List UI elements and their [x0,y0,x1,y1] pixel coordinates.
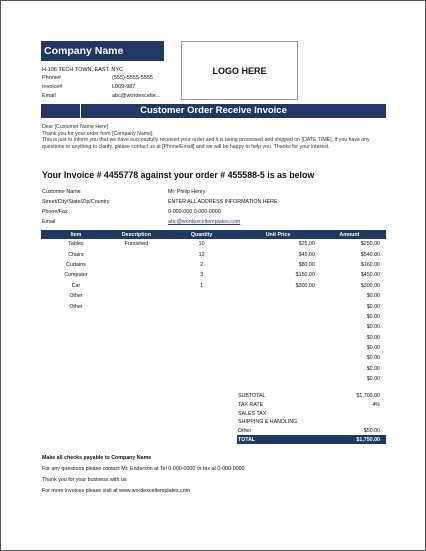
cell-unit-price [241,322,319,332]
table-row [41,260,386,270]
cell-unit-price [241,312,319,322]
cell-amount: $0.00 [366,334,380,341]
cell-unit-price [241,301,319,311]
company-invoice-row [42,84,136,90]
table-row [41,270,386,280]
title-bar-left-cell [41,104,81,118]
sales-tax-value [337,409,386,418]
totals-table [237,392,386,444]
cell-quantity [162,374,241,384]
cell-quantity [162,343,241,353]
cell-amount: $250.00 [360,241,380,248]
customer-phone-value: 0-000-000 0-000-0000 [168,209,221,215]
cell-amount: $0.00 [366,293,380,300]
company-address: H-106 TECH TOWN, EAST. NYC [42,67,123,73]
company-invoice-value: L009-987 [112,84,136,90]
invoice-headline: Your Invoice # 4455778 against your order # 455588-5 is as below [42,170,315,180]
table-row [41,249,386,259]
table-row [41,374,386,384]
cell-amount: $0.00 [366,355,380,362]
cell-description [111,260,162,270]
table-row [41,301,386,311]
cell-description [111,281,162,291]
cell-quantity: 12 [198,251,205,258]
customer-phone-label: Phone/Fax [42,209,68,215]
cell-description [111,249,162,259]
cell-description [111,364,162,374]
cell-quantity: 2 [200,261,204,268]
cell-unit-price: $45.00 [298,251,315,258]
cell-item [41,333,111,343]
more-invoices-note: For more invoices please visit at www.wordexceltemplates.com [42,488,191,494]
customer-name-row [42,189,206,195]
cell-item [41,343,111,353]
subtotal-row [237,392,386,401]
cell-amount: $0.00 [366,365,380,372]
table-row [41,364,386,374]
items-header-row [41,230,386,239]
cell-unit-price [241,364,319,374]
cell-description [111,343,162,353]
cell-item [41,353,111,363]
checks-payable-note: Make all checks payable to Company Name [42,455,152,461]
tax-rate-value: 4% [372,402,380,409]
cell-unit-price: $80.00 [298,261,315,268]
table-row [41,312,386,322]
customer-email-label: Email [42,219,56,225]
cell-amount: $160.00 [360,261,380,268]
cell-quantity [162,353,241,363]
cell-item: Computer [64,272,88,279]
salutation: Dear [Customer Name Here] [42,124,109,130]
thanks-note: Thank you for your business with us [42,477,127,483]
customer-name-value: Mr. Philip Henry [168,189,206,195]
cell-amount: $0.00 [366,345,380,352]
contact-note: For any questions please contact Mr. Enderson at Tel 0-000-0000 or fax at 0-000-0000 [42,466,245,472]
cell-amount: $0.00 [366,324,380,331]
cell-item: Curtains [66,261,86,268]
cell-description [111,301,162,311]
cell-quantity [162,312,241,322]
customer-name-label: Customer Name [42,189,81,195]
customer-address-value: ENTER ALL ADDRESS INFORMATION HERE [168,199,278,205]
header-item: Item [41,230,111,239]
logo-placeholder [181,41,298,100]
cell-amount: $300.00 [360,282,380,289]
cell-quantity [162,301,241,311]
company-phone-row [42,75,153,81]
cell-unit-price [241,353,319,363]
customer-phone-row [42,209,221,215]
header-amount: Amount [319,230,386,239]
customer-address-label: Street/City/State/Zip/Country [42,199,110,205]
shipping-value [337,418,386,427]
cell-description [111,322,162,332]
cell-quantity: 1 [200,282,204,289]
cell-item [41,312,111,322]
cell-unit-price: $300.00 [295,282,315,289]
cell-unit-price [241,333,319,343]
header-quantity: Quantity [162,230,241,239]
cell-unit-price: $25.00 [298,241,315,248]
cell-item: Other [69,293,83,300]
cell-item [41,364,111,374]
invoice-title-bar [41,104,386,118]
tax-rate-row [237,401,386,410]
subtotal-value: $1,700.00 [356,393,380,400]
cell-description [111,353,162,363]
company-name: Company Name [41,41,164,61]
company-invoice-label: Invoice# [42,84,63,90]
cell-amount: $0.00 [366,376,380,383]
shipping-label: SHIPPING & HANDLING [238,419,298,426]
company-phone-label: Phone# [42,75,61,81]
cell-quantity [162,364,241,374]
other-value: $50.00 [363,428,380,435]
cell-item [41,374,111,384]
cell-description [111,291,162,301]
cell-amount: $0.00 [366,313,380,320]
customer-email-link[interactable]: abc@wordexceltemplates.com [168,219,241,225]
cell-quantity [162,291,241,301]
logo-text: LOGO HERE [212,65,267,76]
intro-line-2: This is just to inform you that we have successfully received your order and it is being processed and shipped on [DATE TIME]. If you have any questions or anything to clarify, please contact us at [Phone/Email] and we will be happy to help you. Thanks for your interest. [42,137,370,150]
cell-item: Car [71,282,81,289]
table-row [41,281,386,291]
other-row [237,427,386,436]
cell-description [111,270,162,280]
header-description: Description [111,230,162,239]
table-row [41,291,386,301]
cell-amount: $0.00 [366,303,380,310]
cell-description [111,333,162,343]
other-label: Other [238,428,252,435]
intro-line-1: Thank you for your order from [Company Name]. [42,130,154,137]
company-phone-value: (555)-5555-5555 [112,75,153,81]
cell-description [111,374,162,384]
cell-unit-price: $150.00 [295,272,315,279]
sales-tax-row [237,409,386,418]
cell-quantity [162,322,241,332]
company-email-label: Email [42,93,56,99]
total-row [237,435,386,444]
sales-tax-label: SALES TAX [238,410,267,417]
cell-item [41,322,111,332]
table-row [41,322,386,332]
tax-rate-label: TAX RATE [238,402,264,409]
cell-quantity [162,333,241,343]
cell-item: Chairs [68,251,84,258]
cell-item: Other [69,303,83,310]
cell-quantity: 10 [198,241,205,248]
cell-unit-price [241,374,319,384]
company-email-row [42,93,161,99]
cell-description: Furnished [124,241,149,248]
table-row [41,333,386,343]
table-row [41,353,386,363]
cell-quantity: 3 [200,272,204,279]
table-row [41,239,386,249]
cell-unit-price [241,291,319,301]
invoice-title: Customer Order Receive Invoice [140,105,287,116]
company-email-value: abc@wordexcelte... [112,93,161,99]
cell-item: Tables [68,241,84,248]
header-unit-price: Unit Price [241,230,319,239]
intro-text [42,124,382,150]
table-row [41,343,386,353]
subtotal-label: SUBTOTAL [238,393,266,400]
cell-amount: $540.00 [360,251,380,258]
items-table [41,230,386,384]
customer-email-row [42,219,241,225]
cell-amount: $450.00 [360,272,380,279]
total-value: $1,750.00 [337,435,386,444]
cell-description [111,312,162,322]
cell-unit-price [241,343,319,353]
total-label: TOTAL [237,435,337,444]
shipping-row [237,418,386,427]
customer-address-row [42,199,278,205]
